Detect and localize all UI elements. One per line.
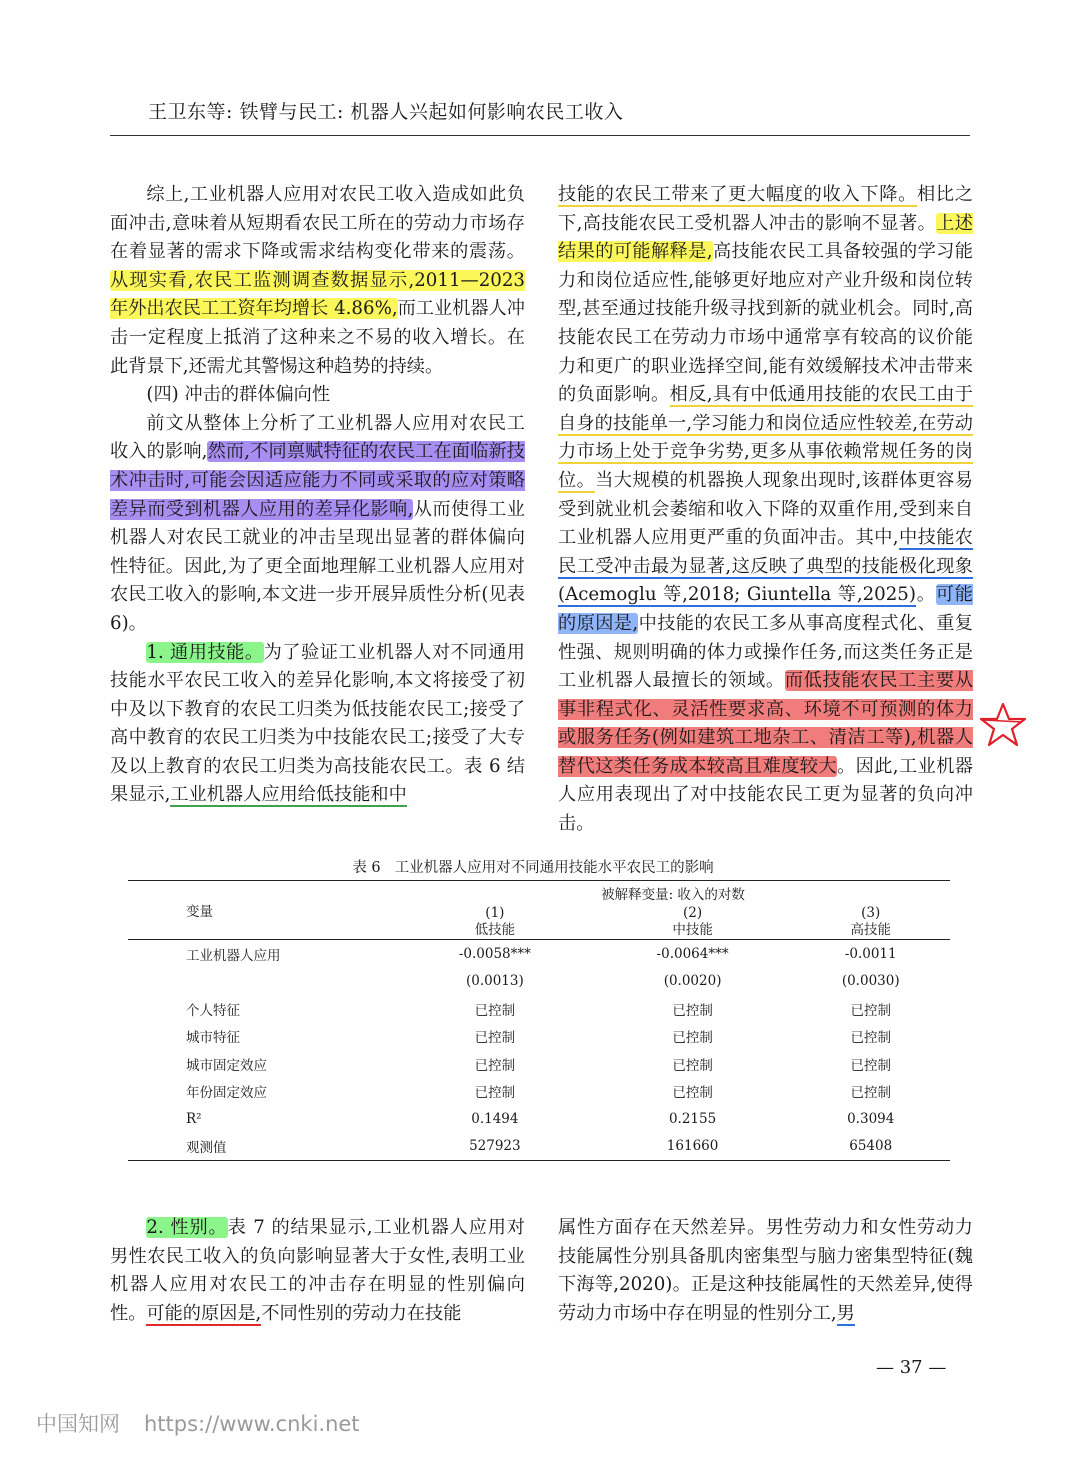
table-title: 工业机器人应用对不同通用技能水平农民工的影响 xyxy=(394,860,714,876)
table-cell: 已控制 xyxy=(474,1002,516,1019)
text-segment: 而工业机器人冲击一定程度上抵消了这种来之不易的收入增长。在此背景下,还需尤其警惕这种趋势的持续。 xyxy=(110,298,525,377)
table-cell: 已控制 xyxy=(672,1030,713,1047)
table-row xyxy=(128,1105,950,1133)
col-num: (1) xyxy=(485,905,505,921)
right-column xyxy=(558,181,973,839)
underline-blue: 中技能农民工受冲击最为显著,这反映了典型的技能极化现象(Acemoglu 等,2018; Giuntella 等,2025) xyxy=(558,527,973,606)
table-cell: 161660 xyxy=(666,1138,719,1155)
bottom-left-column xyxy=(110,1214,525,1328)
row-label: 个人特征 xyxy=(186,1002,240,1019)
table-cell: (0.0030) xyxy=(841,973,900,990)
paragraph-general-skill xyxy=(110,639,525,811)
highlight-blue: 可能的原因是, xyxy=(558,584,973,634)
row-label: 工业机器人应用 xyxy=(186,947,281,964)
section-heading: (四) 冲击的群体偏向性 xyxy=(146,384,331,406)
header-divider xyxy=(110,135,970,136)
row-label: 观测值 xyxy=(186,1140,227,1157)
table-cell: 527923 xyxy=(469,1138,521,1155)
underline-yellow: 技能的农民工带来了更大幅度的收入下降。 xyxy=(558,184,917,205)
bottom-right-column xyxy=(558,1214,973,1328)
text-segment: 相比之下,高技能农民工受机器人冲击的影响不显著。 xyxy=(558,184,973,234)
watermark-brand: 中国知网 xyxy=(36,1412,120,1436)
table-col-header xyxy=(396,905,594,940)
paragraph-skill-continued xyxy=(558,181,973,839)
col-name: 低技能 xyxy=(474,922,516,938)
paragraph-group-bias xyxy=(110,410,525,639)
table-cell: 已控制 xyxy=(850,1057,891,1074)
text-segment: 不同性别的劳动力在技能 xyxy=(261,1302,462,1324)
table-number: 表 6 xyxy=(352,860,381,876)
text-segment: 。因此,工业机器人应用表现出了对中技能农民工更为显著的负向冲击。 xyxy=(558,755,973,835)
regression-table xyxy=(128,880,950,1161)
text-segment: 当大规模的机器换人现象出现时,该群体更容易受到就业机会萎缩和收入下降的双重作用,受到来自工业机器人应用更严重的负面冲击。其中, xyxy=(558,469,973,549)
table-cell: 已控制 xyxy=(850,1085,891,1102)
table-row xyxy=(128,1050,950,1078)
table-cell: 已控制 xyxy=(672,1085,713,1102)
table-cell: 已控制 xyxy=(850,1002,891,1019)
text-segment: 前文从整体上分析了工业机器人应用对农民工收入的影响, xyxy=(110,412,525,463)
row-label: 城市固定效应 xyxy=(186,1057,267,1074)
table-cell: 已控制 xyxy=(474,1057,516,1074)
highlight-yellow: 上述结果的可能解释是, xyxy=(558,212,973,263)
table-cell: 已控制 xyxy=(474,1085,516,1102)
underline-yellow: 相反,具有中低通用技能的农民工由于自身的技能单一,学习能力和岗位适应性较差,在劳动力市场上处于竞争劣势,更多从事依赖常规任务的岗位。 xyxy=(558,384,973,491)
row-label: R² xyxy=(186,1110,202,1127)
col-name: 中技能 xyxy=(672,922,713,938)
star-annotation-icon xyxy=(978,700,1028,750)
table-row xyxy=(128,940,950,968)
table-row xyxy=(128,1023,950,1051)
table-row xyxy=(128,968,950,996)
left-column xyxy=(110,181,525,810)
page-number: — 37 — xyxy=(876,1357,947,1378)
table-var-header: 变量 xyxy=(186,904,213,920)
underline-red: 可能的原因是, xyxy=(146,1302,262,1324)
table-cell: 0.2155 xyxy=(668,1110,717,1127)
text-segment: 高技能农民工具备较强的学习能力和岗位适应性,能够更好地应对产业升级和岗位转型,甚至通过技能升级寻找到新的就业机会。同时,高技能农民工在劳动力市场中通常享有较高的议价能力和更广的职业选择空间,能有效缓解技术冲击带来的负面影响。 xyxy=(558,241,973,406)
col-name: 高技能 xyxy=(850,922,891,938)
cnki-watermark xyxy=(36,1408,360,1438)
table-cell: 65408 xyxy=(849,1138,893,1155)
table-cell: -0.0011 xyxy=(844,945,897,962)
table-col-header xyxy=(791,905,950,940)
table-cell: (0.0013) xyxy=(465,973,524,990)
text-segment: 表 7 的结果显示,工业机器人应用对男性农民工收入的负向影响显著大于女性,表明工业机器人应用对农民工的冲击存在明显的性别偏向性。 xyxy=(110,1217,525,1324)
table-cell: (0.0020) xyxy=(663,973,722,990)
table-col-header xyxy=(594,905,792,940)
row-label xyxy=(128,968,396,996)
table-cell: 已控制 xyxy=(672,1057,713,1074)
table-cell: 已控制 xyxy=(474,1030,516,1047)
highlight-yellow: 从现实看,农民工监测调查数据显示,2011—2023 年外出农民工工资年均增长 4.86%, xyxy=(110,269,525,320)
paragraph-gender xyxy=(110,1214,525,1328)
text-segment: 从而使得工业机器人对农民工就业的冲击呈现出显著的群体偏向性特征。因此,为了更全面地理解工业机器人应用对农民工收入的影响,本文进一步开展异质性分析(见表 6)。 xyxy=(110,498,525,634)
text-segment: 属性方面存在天然差异。男性劳动力和女性劳动力技能属性分别具备肌肉密集型与脑力密集型特征(魏下海等,2020)。正是这种技能属性的天然差异,使得劳动力市场中存在明显的性别分工, xyxy=(558,1217,973,1324)
row-label: 年份固定效应 xyxy=(186,1085,267,1102)
highlight-purple: 然而,不同禀赋特征的农民工在面临新技术冲击时,可能会因适应能力不同或采取的应对策略差异而受到机器人应用的差异化影响, xyxy=(110,441,525,520)
underline-blue: 男 xyxy=(836,1302,855,1324)
text-segment: 综上,工业机器人应用对农民工收入造成如此负面冲击,意味着从短期看农民工所在的劳动力市场存在着显著的需求下降或需求结构变化带来的震荡。 xyxy=(110,184,525,263)
watermark-url: https://www.cnki.net xyxy=(144,1412,360,1436)
table-dep-var: 被解释变量: 收入的对数 xyxy=(601,887,745,903)
highlight-green-label: 1. 通用技能。 xyxy=(146,641,264,663)
table-cell: 已控制 xyxy=(850,1030,891,1047)
table-cell: -0.0058*** xyxy=(458,945,531,962)
underline-green: 工业机器人应用给低技能和中 xyxy=(170,784,407,806)
col-num: (3) xyxy=(861,905,881,921)
paragraph-summary xyxy=(110,181,525,381)
text-segment: 。 xyxy=(915,584,936,606)
highlight-red: 而低技能农民工主要从事非程式化、灵活性要求高、环境不可预测的体力或服务任务(例如建筑工地杂工、清洁工等),机器人替代这类任务成本较高且难度较大 xyxy=(558,670,973,777)
table-caption xyxy=(0,856,1080,877)
table-cell: 0.3094 xyxy=(847,1110,895,1127)
table-row xyxy=(128,1133,950,1161)
table-row xyxy=(128,1078,950,1106)
highlight-green-label: 2. 性别。 xyxy=(146,1217,228,1238)
table-row xyxy=(128,995,950,1023)
running-header: 王卫东等: 铁臂与民工: 机器人兴起如何影响农民工收入 xyxy=(148,101,624,123)
text-segment: 中技能的农民工多从事高度程式化、重复性强、规则明确的体力或操作任务,而这类任务正是工业机器人最擅长的领域。 xyxy=(558,612,973,692)
text-segment: 为了验证工业机器人对不同通用技能水平农民工收入的差异化影响,本文将接受了初中及以下教育的农民工归类为低技能农民工;接受了高中教育的农民工归类为中技能农民工;接受了大专及以上教育的农民工归类为高技能农民工。表 6 结果显示, xyxy=(110,641,525,806)
paragraph-gender-continued xyxy=(558,1214,973,1328)
table-cell: -0.0064*** xyxy=(656,945,729,962)
table-cell: 已控制 xyxy=(672,1002,713,1019)
row-label: 城市特征 xyxy=(186,1030,240,1047)
col-num: (2) xyxy=(683,905,703,921)
table-cell: 0.1494 xyxy=(471,1110,519,1127)
